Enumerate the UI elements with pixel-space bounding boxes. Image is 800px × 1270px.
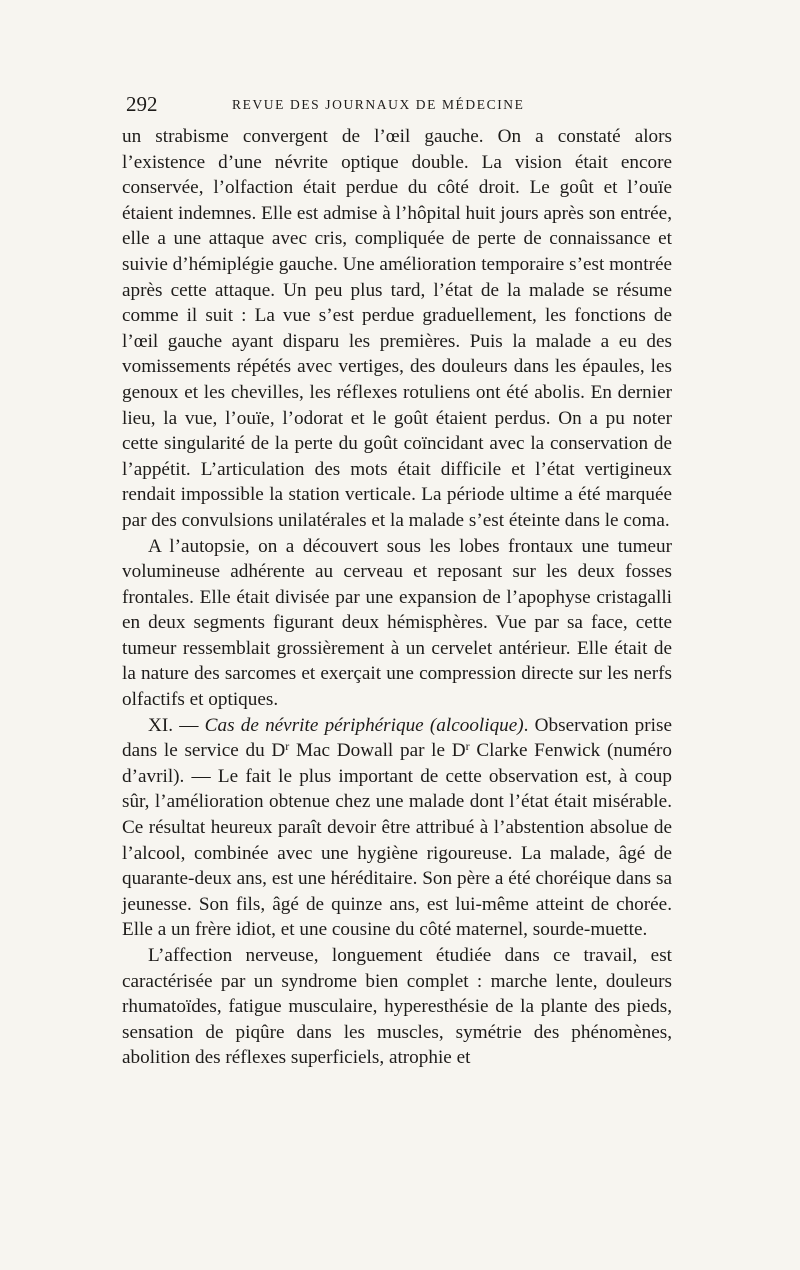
case-text-b: Mac Dowall par le D — [289, 740, 466, 762]
doctor-superscript-2: r — [465, 739, 470, 754]
case-text-a: . Observation prise dans le service du D — [122, 714, 672, 762]
body-text — [122, 124, 672, 1071]
page-header — [122, 92, 672, 122]
case-text-c: Clarke Fenwick (numéro d’avril). — Le fait le plus important de cette observation est, à coup sûr, l’amélioration obtenue chez une malade dont l’état était misérable. Ce résultat heureux paraît devoir être attribué à l’abstention absolue de l’alcool, combinée avec une hygiène rigoureuse. La malade, âgé de quarante-deux ans, est une héréditaire. Son père a été choréique dans sa jeunesse. Son fils, âgé de quinze ans, est lui-même atteint de chorée. Elle a un frère idiot, et une cousine du côté maternel, sourde-muette. — [122, 740, 672, 941]
case-number: XI. — — [148, 714, 205, 736]
paragraph-3-case-xi — [122, 713, 672, 943]
running-title: REVUE DES JOURNAUX DE MÉDECINE — [232, 97, 525, 112]
paragraph-4: L’affection nerveuse, longuement étudiée dans ce travail, est caractérisée par un syndrome bien complet : marche lente, douleurs rhumatoïdes, fatigue musculaire, hyperesthésie de la plante des pieds, sensation de piqûre dans les muscles, symétrie des phénomènes, abolition des réflexes superficiels, atrophie et — [122, 945, 672, 1069]
paragraph-1: un strabisme convergent de l’œil gauche. On a constaté alors l’existence d’une névrite optique double. La vision était encore conservée, l’olfaction était perdue du côté droit. Le goût et l’ouïe étaient indemnes. Elle est admise à l’hôpital huit jours après son entrée, elle a une attaque avec cris, compliquée de perte de connaissance et suivie d’hémiplégie gauche. Une amélioration temporaire s’est montrée après cette attaque. Un peu plus tard, l’état de la malade se résume comme il suit : La vue s’est perdue graduellement, les fonctions de l’œil gauche ayant disparu les premières. Puis la malade a eu des vomissements répétés avec vertiges, des douleurs dans les épaules, les genoux et les chevilles, les réflexes rotuliens ont été abolis. En dernier lieu, la vue, l’ouïe, l’odorat et le goût étaient perdus. On a pu noter cette singularité de la perte du goût coïncidant avec la conservation de l’appétit. L’articulation des mots était difficile et l’état vertigineux rendait impossible la station verticale. La période ultime a été marquée par des convulsions unilatérales et la malade s’est éteinte dans le coma. — [122, 126, 672, 531]
page-number: 292 — [126, 92, 158, 116]
book-page — [122, 92, 672, 1071]
doctor-superscript-1: r — [285, 739, 290, 754]
paragraph-2: A l’autopsie, on a découvert sous les lobes frontaux une tumeur volumineuse adhérente au cerveau et reposant sur les deux fosses frontales. Elle était divisée par une expansion de l’apophyse cristagalli en deux segments figurant deux hémisphères. Vue par sa face, cette tumeur ressemblait grossièrement à un cervelet antérieur. Elle était de la nature des sarcomes et exerçait une compression directe sur les nerfs olfactifs et optiques. — [122, 535, 672, 711]
case-title: Cas de névrite périphérique (alcoolique) — [204, 714, 524, 736]
